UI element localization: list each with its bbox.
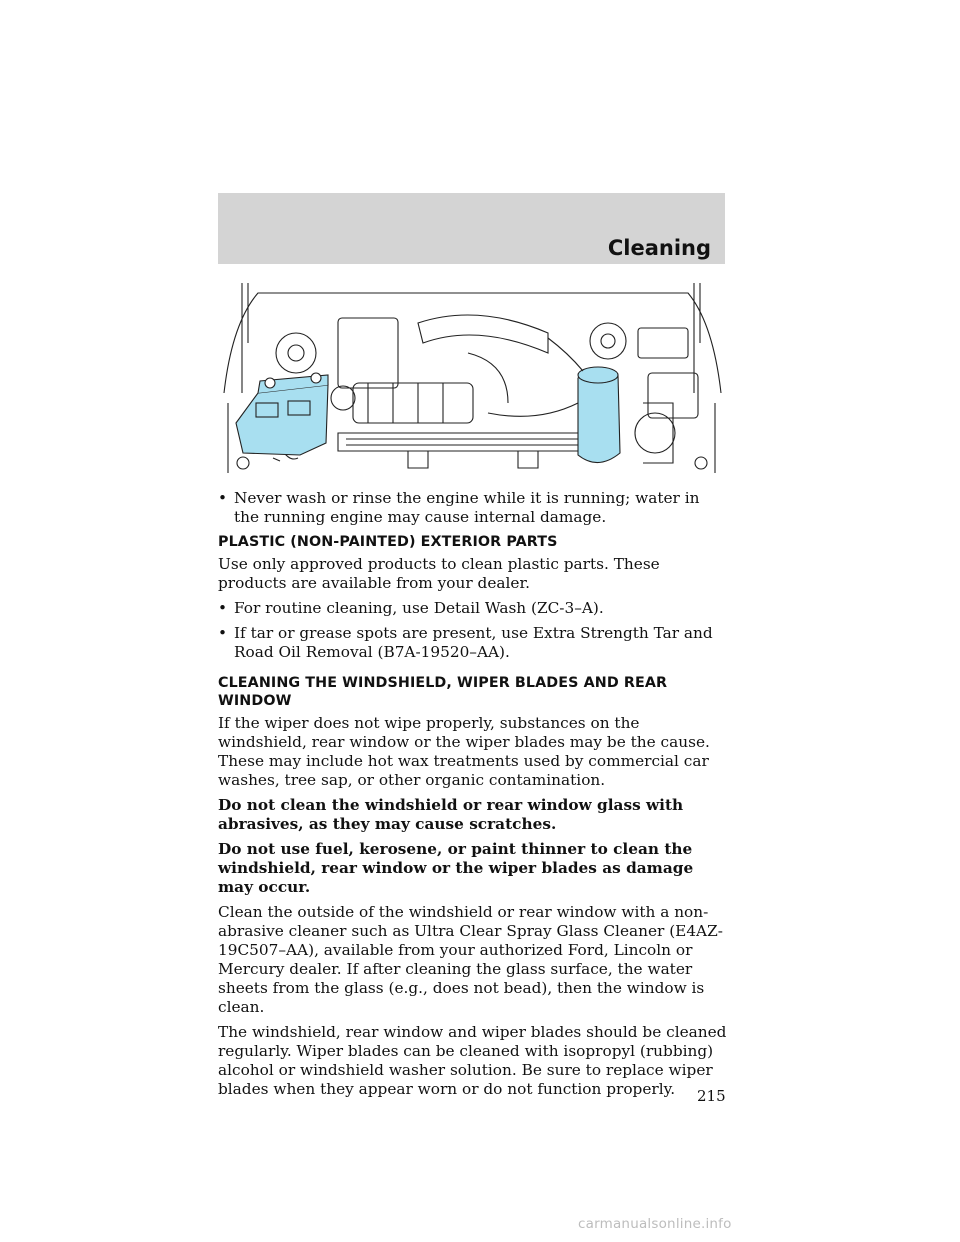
section-header-band <box>218 193 725 264</box>
bullet-dot: • <box>218 599 228 617</box>
page-content <box>218 489 728 1105</box>
plastic-bullet-1 <box>218 599 728 618</box>
windshield-paragraph-2: Clean the outside of the windshield or rear window with a non-abrasive cleaner such as Ultra Clear Spray Glass Cleaner (E4AZ-19C507–AA), available from your authorized Ford, Lincoln or Mercury dealer. If after cleaning the glass surface, the water sheets from the glass (e.g., does not bead), then the window is clean. <box>218 903 723 1016</box>
section-title: Cleaning <box>607 236 711 260</box>
watermark: carmanualsonline.info <box>578 1216 732 1232</box>
bullet-dot: • <box>218 624 228 642</box>
bullet-dot: • <box>218 489 228 507</box>
plastic-bullet-1-text: For routine cleaning, use Detail Wash (ZC-3–A). <box>234 599 604 617</box>
engine-wash-text: Never wash or rinse the engine while it is running; water in the running engine may cause internal damage. <box>234 489 700 526</box>
page-number: 215 <box>697 1087 726 1105</box>
warning-fuel: Do not use fuel, kerosene, or paint thinner to clean the windshield, rear window or the wiper blades as damage may occur. <box>218 840 694 896</box>
plastic-parts-heading: PLASTIC (NON-PAINTED) EXTERIOR PARTS <box>218 534 558 550</box>
engine-wash-bullet <box>218 489 728 527</box>
engine-compartment-illustration <box>218 283 725 480</box>
plastic-bullet-2-text: If tar or grease spots are present, use Extra Strength Tar and Road Oil Removal (B7A-19520–AA). <box>234 624 713 661</box>
windshield-heading: CLEANING THE WINDSHIELD, WIPER BLADES AND REAR WINDOW <box>218 675 668 709</box>
plastic-parts-intro: Use only approved products to clean plastic parts. These products are available from your dealer. <box>218 555 660 592</box>
plastic-bullet-2 <box>218 624 728 662</box>
windshield-paragraph-1: If the wiper does not wipe properly, substances on the windshield, rear window or the wiper blades may be the cause. These may include hot wax treatments used by commercial car washes, tree sap, or other organic contamination. <box>218 714 710 789</box>
windshield-paragraph-3: The windshield, rear window and wiper blades should be cleaned regularly. Wiper blades can be cleaned with isopropyl (rubbing) alcohol or windshield washer solution. Be sure to replace wiper blades when they appear worn or do not function properly. <box>218 1023 727 1098</box>
warning-abrasives: Do not clean the windshield or rear window glass with abrasives, as they may cause scratches. <box>218 796 684 833</box>
